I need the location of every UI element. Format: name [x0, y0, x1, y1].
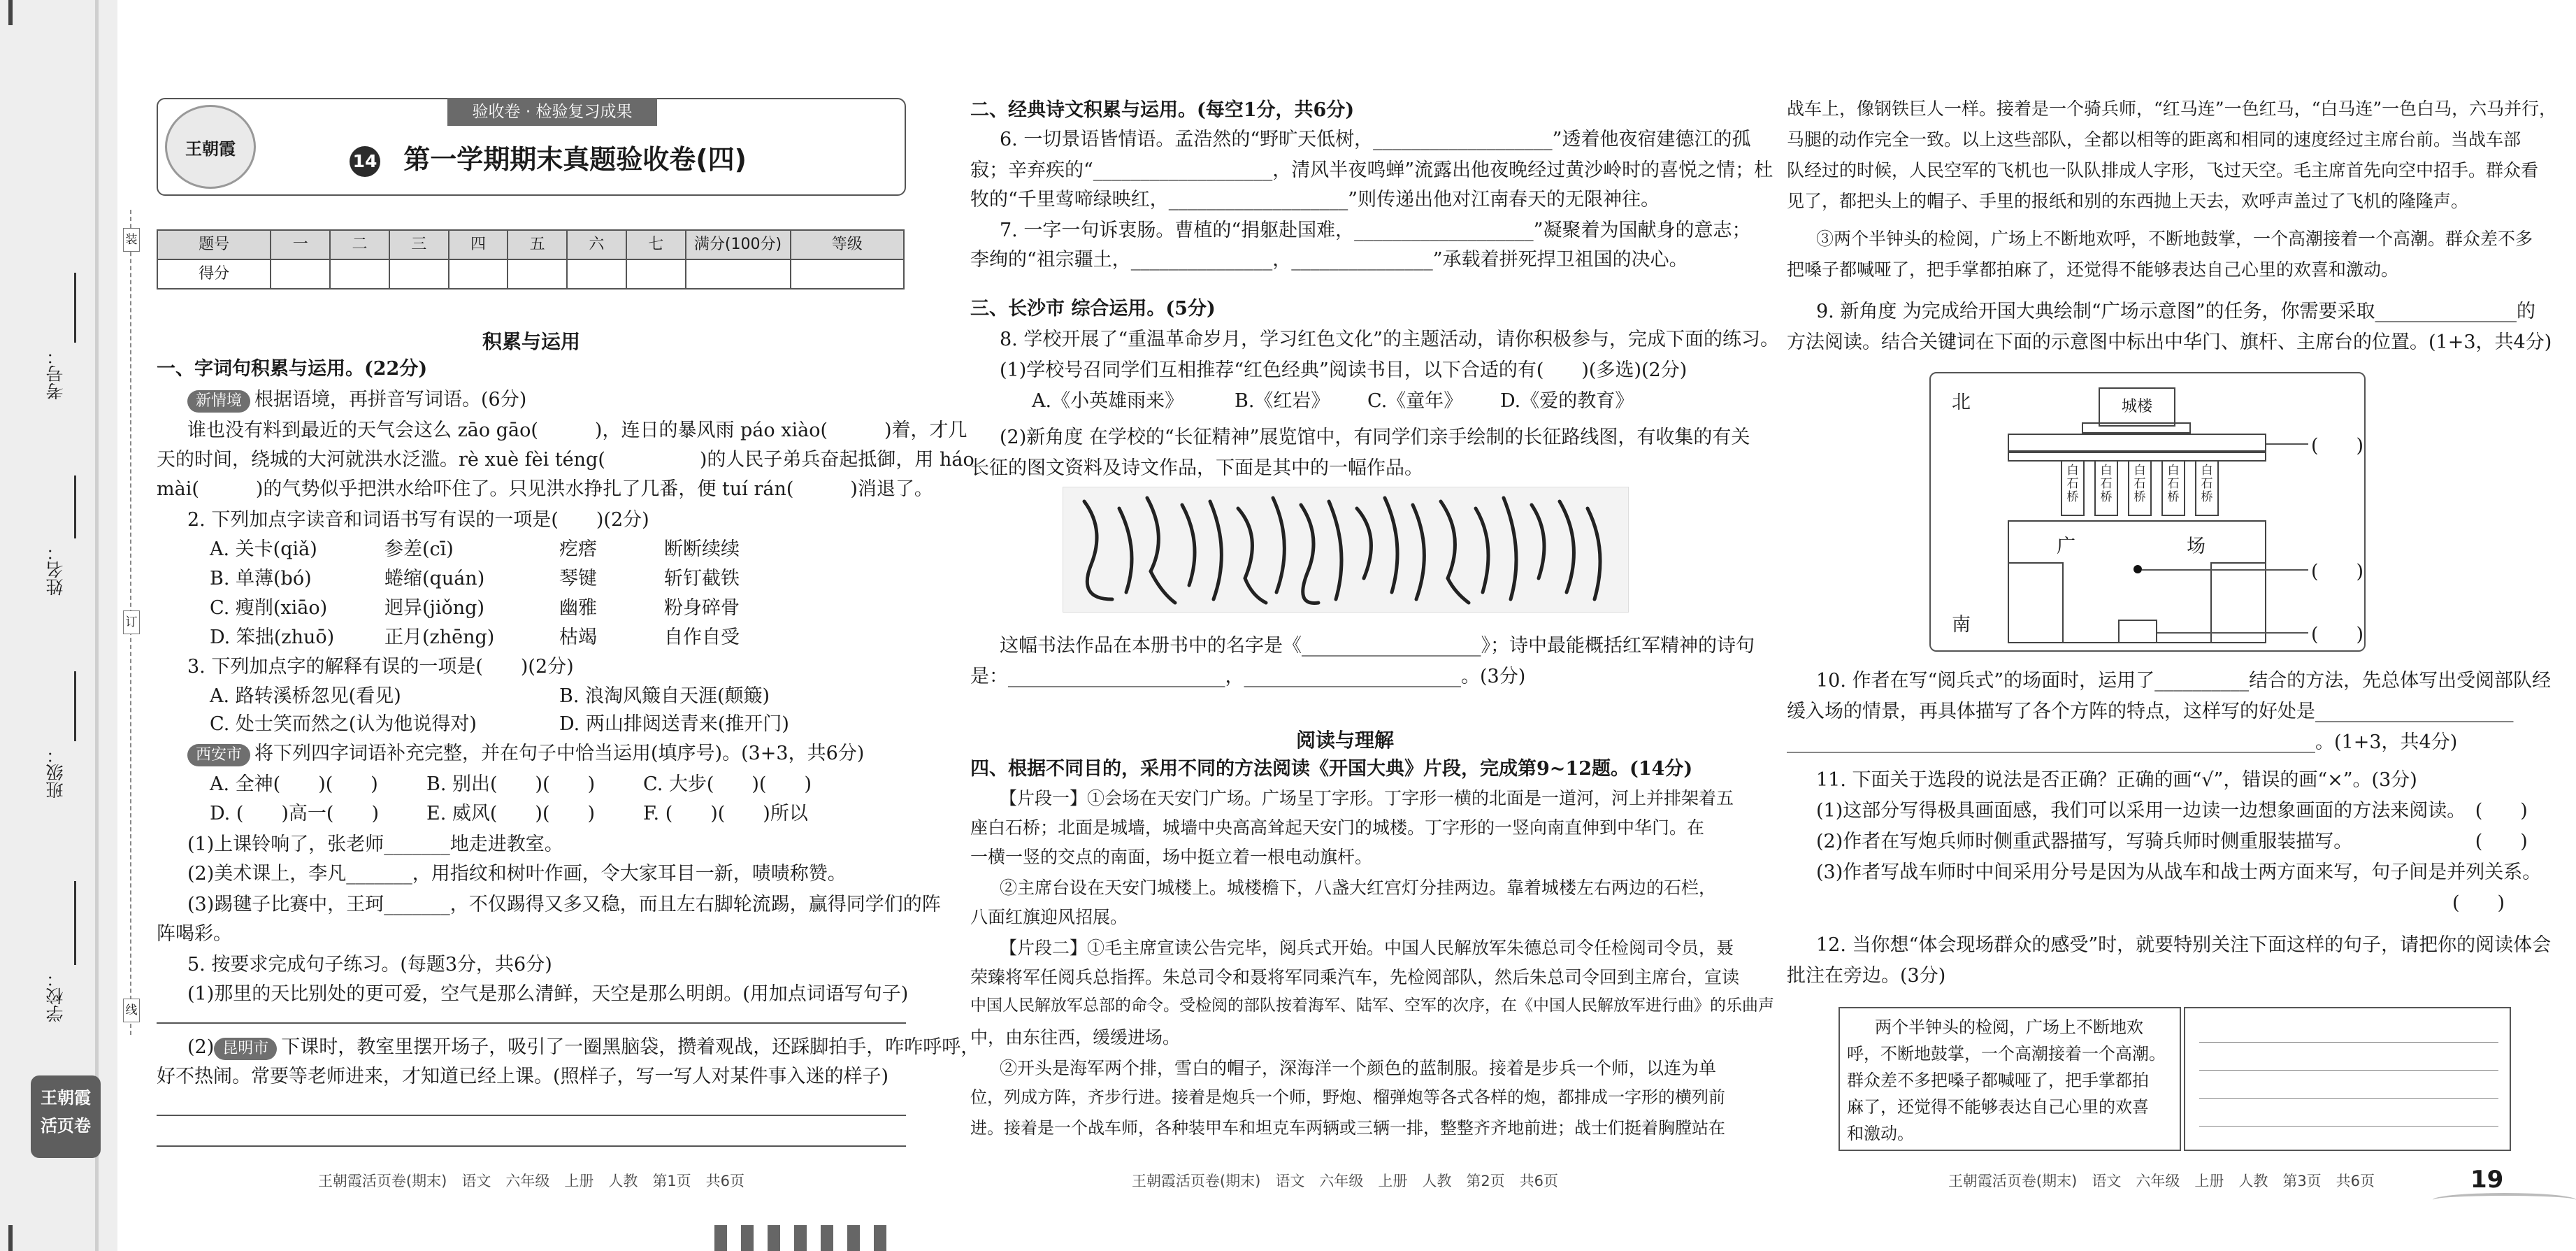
pointer-line: [2266, 443, 2308, 445]
page-title-text: 第一学期期末真题验收卷(四): [403, 144, 747, 175]
option: 正月(zhēng): [384, 627, 495, 648]
zhonghua-gate: [2118, 620, 2157, 643]
question-heading: 二、经典诗文积累与运用。(每空1分，共6分): [970, 99, 1355, 121]
white-stone-bridge: 白石桥: [2195, 460, 2219, 516]
page-number: 19: [2470, 1166, 2504, 1194]
annotation-line[interactable]: [2199, 1126, 2498, 1127]
score-row: [157, 259, 904, 289]
text-line: (3)作者写战车师时中间采用分号是因为从战车和战士两方面来写，句子间是并列关系。: [1816, 862, 2542, 883]
tab-mark: [821, 1225, 833, 1251]
option: 幽雅: [559, 597, 597, 619]
option: B. 别出( )( ): [426, 773, 596, 795]
option: 粉身碎骨: [664, 597, 740, 619]
flagpole-dot: [2134, 565, 2142, 573]
score-header: 五: [508, 230, 567, 259]
passage-line: ②开头是海军两个排，雪白的帽子，深海洋一个颜色的蓝制服。接着是步兵一个师，以连为单: [1000, 1058, 1717, 1078]
text-line: 方法阅读。结合关键词在下面的示意图中标出中华门、旗杆、主席台的位置。(1+3，共4分): [1787, 331, 2552, 353]
passage-line: 荣臻将军任阅兵总指挥。朱总司令和聂将军同乘汽车，先检阅部队，然后朱总司令回到主席台，宣读: [970, 967, 1740, 987]
gate-tower: 城楼: [2099, 387, 2175, 427]
brand-logo: 王朝霞: [165, 105, 256, 189]
question-text: 下课时，教室里摆开场子，吸引了一圈黑脑袋，攒着观战，还踩脚拍手，咋咋呼呼，: [281, 1036, 980, 1058]
option: A. 关卡(qiǎ): [210, 538, 317, 560]
text-line: (3)踢毽子比赛中，王珂_______，不仅踢得又多又稳，而且左右脚轮流踢，赢得同学们的阵: [187, 894, 941, 915]
score-table: [157, 229, 905, 289]
question-text: 将下列四字词语补充完整，并在句子中恰当运用(填序号)。(3+3，共6分): [254, 743, 865, 764]
passage-line: 马腿的动作完全一致。以上这些部队，全都以相等的距离和相同的速度经过主席台前。当战车部: [1787, 129, 2521, 150]
question-heading: 四、根据不同目的，采用不同的方法阅读《开国大典》片段，完成第9~12题。(14分): [970, 758, 1693, 780]
gate-base: [2082, 422, 2191, 434]
score-cell[interactable]: [567, 259, 626, 289]
answer-line[interactable]: [157, 1022, 906, 1024]
ribbon: 验收卷 · 检验复习成果: [447, 98, 657, 126]
score-header-row: [157, 230, 904, 259]
score-header: 一: [271, 230, 330, 259]
score-header: 六: [567, 230, 626, 259]
option: 枯竭: [559, 627, 597, 648]
option: A. 全神( )( ): [210, 773, 378, 795]
text-line: 李绚的“祖宗疆土，_______________，_______________”承载着拼死捍卫祖国的决心。: [970, 249, 1688, 271]
passage-line: ③两个半钟头的检阅，广场上不断地欢呼，不断地鼓掌，一个高潮接着一个高潮。群众差不多: [1816, 229, 2533, 249]
text-line: (2)美术课上，李凡_______，用指纹和树叶作画，令大家耳目一新，啧啧称赞。: [187, 863, 847, 885]
option: F. ( )( )所以: [643, 803, 808, 824]
badge-line: 王朝霞: [41, 1088, 91, 1108]
score-header: 等级: [791, 230, 904, 259]
option: 琴键: [559, 568, 597, 589]
tab-mark: [741, 1225, 754, 1251]
section-heading: 阅读与理解: [1296, 729, 1395, 752]
square-diagram[interactable]: [1929, 372, 2366, 652]
quote-line: 两个半钟头的检阅，广场上不断地欢: [1875, 1017, 2143, 1037]
text-line: 是：_______________________，_______________________。(3分): [970, 666, 1526, 687]
text-line: (2)作者在写炮兵师时侧重武器描写，写骑兵师时侧重服装描写。 ( ): [1816, 831, 2528, 852]
quote-line: 和激动。: [1847, 1124, 1914, 1143]
text-line: 缓入场的情景，再具体描写了各个方阵的特点，这样写的好处是_____________________: [1787, 701, 2514, 722]
score-header: 三: [389, 230, 449, 259]
passage-line: 把嗓子都喊哑了，把手掌都拍麻了，还觉得不能够表达自己心里的欢喜和激动。: [1787, 259, 2399, 280]
option: E. 威风( )( ): [426, 803, 596, 824]
score-header: 题号: [157, 230, 271, 259]
tag-badge: 新情境: [187, 390, 250, 413]
option: C. 处士笑而然之(认为他说得对): [210, 713, 477, 735]
option: 参差(cī): [384, 538, 454, 560]
score-cell[interactable]: [330, 259, 389, 289]
punch-mark-bottom: [8, 1225, 13, 1251]
text-line: 长征的图文资料及诗文作品，下面是其中的一幅作品。: [970, 457, 1423, 479]
tag-badge: 西安市: [187, 744, 250, 766]
option: C.《童年》: [1367, 390, 1463, 412]
white-stone-bridge: 白石桥: [2128, 460, 2152, 516]
tag-badge: 昆明市: [214, 1038, 277, 1060]
score-cell[interactable]: [626, 259, 686, 289]
text-line: (1)这部分写得极具画面感，我们可以采用一边读一边想象画面的方法来阅读。 ( ): [1816, 800, 2528, 822]
wave-decoration: [2433, 1193, 2576, 1207]
question-line: 5. 按要求完成句子练习。(每题3分，共6分): [187, 954, 552, 975]
side-label-xuexiao: 学校：: [45, 970, 66, 1023]
passage-line: ②主席台设在天安门城楼上。城楼檐下，八盏大红宫灯分挂两边。靠着城楼左右两边的石栏，: [1000, 878, 1717, 898]
answer-line[interactable]: [157, 1115, 906, 1116]
page-title: [350, 140, 747, 179]
side-label-xingming: 姓名：: [45, 543, 66, 596]
tab-mark: [794, 1225, 807, 1251]
score-cell[interactable]: [686, 259, 791, 289]
question-line: 11. 下面关于选段的说法是否正确？正确的画“√”，错误的画“×”。(3分): [1816, 769, 2417, 791]
brand-badge: [31, 1075, 101, 1158]
binding-strip: [0, 0, 117, 1251]
passage-line: 中，由东往西，缓缓进场。: [970, 1027, 1181, 1048]
passage-line: 中国人民解放军总部的命令。受检阅的部队按着海军、陆军、空军的次序，在《中国人民解放军进行曲》的乐曲声: [970, 996, 1774, 1015]
option: 断断续续: [664, 538, 740, 560]
text-line: (1)上课铃响了，张老师_______地走进教室。: [187, 834, 563, 855]
option: D. ( )高一( ): [210, 803, 379, 824]
score-cell[interactable]: [791, 259, 904, 289]
question-line: [1816, 296, 2535, 327]
text-line: 阵喝彩。: [157, 923, 232, 945]
quote-line: 群众差不多把嗓子都喊哑了，把手掌都拍: [1847, 1071, 2149, 1090]
annotation-line[interactable]: [2199, 1042, 2498, 1043]
option: C. 大步( )( ): [643, 773, 812, 795]
question-heading: 一、字词句积累与运用。(22分): [157, 358, 428, 380]
compass-north: 北: [1952, 392, 1971, 413]
text-line: 批注在旁边。(3分): [1787, 965, 1946, 987]
seal-char: 订: [123, 610, 140, 634]
white-stone-bridge: 白石桥: [2094, 460, 2118, 516]
question-heading: 三、长沙市 综合运用。(5分): [970, 298, 1216, 320]
score-header: 满分(100分): [686, 230, 791, 259]
question-text: 9. 新角度 为完成给开国大典绘制“广场示意图”的任务，你需要采取_______________的: [1816, 301, 2536, 322]
text-line: 谁也没有料到最近的天气会这么 zāo gāo( )，连日的暴风雨 páo xiào( )着，才几: [187, 420, 967, 441]
passage-line: 进。接着是一个战车师，各种装甲车和坦克车两辆或三辆一排，整整齐齐地前进；战士们挺着胸膛站在: [970, 1118, 1725, 1138]
option: D. 两山排闼送青来(推开门): [559, 713, 789, 735]
score-cell[interactable]: [389, 259, 449, 289]
text-line: (2)新角度 在学校的“长征精神”展览馆中，有同学们亲手绘制的长征路线图，有收集的有关: [1000, 427, 1750, 448]
pointer-line: [2142, 569, 2308, 571]
option: 疙瘩: [559, 538, 597, 560]
text-line: ________________________________________________________。(1+3，共4分): [1787, 731, 2458, 753]
answer-line[interactable]: [157, 1145, 906, 1147]
section-heading: 积累与运用: [482, 330, 581, 353]
passage-line: 一横一竖的交点的南面，场中挺立着一根电动旗杆。: [970, 847, 1373, 867]
question-line: [187, 385, 526, 415]
seal-char: 装: [123, 228, 140, 252]
label-blank[interactable]: ( ): [2311, 624, 2364, 645]
passage-line: 【片段一】①会场在天安门广场。广场呈丁字形。丁字形一横的北面是一道河，河上并排架着五: [1000, 788, 1734, 808]
label-blank[interactable]: ( ): [2311, 561, 2364, 582]
badge-line: 活页卷: [41, 1116, 91, 1136]
side-line-banji: [74, 671, 76, 741]
square-label: 广: [2057, 536, 2075, 557]
option: C. 瘦削(xiāo): [210, 597, 328, 619]
square-wing-left: [2008, 562, 2064, 643]
score-cell[interactable]: [508, 259, 567, 289]
exam-number-badge: 14: [350, 146, 380, 177]
annotation-line[interactable]: [2199, 1070, 2498, 1071]
passage-line: 战车上，像钢铁巨人一样。接着是一个骑兵师，“红马连”一色红马，“白马连”一色白马，六马并行，: [1787, 99, 2557, 119]
option: 迥异(jiǒng): [384, 597, 485, 619]
quote-line: 呼，不断地鼓掌，一个高潮接着一个高潮。: [1847, 1044, 2166, 1064]
score-header: 二: [330, 230, 389, 259]
white-stone-bridge: 白石桥: [2161, 460, 2185, 516]
option: D. 笨拙(zhuō): [210, 627, 335, 648]
square-label: 场: [2187, 536, 2206, 557]
option: D.《爱的教育》: [1500, 390, 1634, 412]
seal-char: 线: [123, 999, 140, 1022]
calligraphy-strokes: [1063, 487, 1629, 613]
compass-south: 南: [1952, 614, 1971, 636]
pointer-line: [2157, 632, 2308, 634]
question-line: (2) 昆明市 下课时，教室里摆开场子，吸引了一圈黑脑袋，攒着观战，还踩脚拍手，咋咋呼呼，: [187, 1032, 979, 1063]
option: 蜷缩(quán): [384, 568, 485, 589]
option: B.《红岩》: [1235, 390, 1330, 412]
question-line: 12. 当你想“体会现场群众的感受”时，就要特别关注下面这样的句子，请把你的阅读体会: [1816, 934, 2552, 956]
side-line-kaohao: [74, 273, 76, 343]
question-text: 根据语境，再拼音写词语。(6分): [254, 389, 527, 410]
tab-mark: [714, 1225, 727, 1251]
option: B. 单薄(bó): [210, 568, 312, 589]
annotation-line[interactable]: [2199, 1098, 2498, 1099]
option: A. 路转溪桥忽见(看见): [210, 685, 401, 707]
text-line: (1)学校号召同学们互相推荐“红色经典”阅读书目，以下合适的有( )(多选)(2分): [1000, 359, 1688, 381]
page-footer: 王朝霞活页卷(期末) 语文 六年级 上册 人教 第2页 共6页: [1131, 1173, 1559, 1189]
passage-line: 座白石桥；北面是城墙，城墙中央高高耸起天安门的城楼。丁字形的一竖向南直伸到中华门。在: [970, 817, 1705, 838]
answer-paren[interactable]: ( ): [2452, 892, 2505, 914]
binding-strip-edge: [95, 0, 99, 1251]
text-line: 牧的“千里莺啼绿映红，___________________”则传递出他对江南春天的无限神往。: [970, 189, 1660, 210]
text-line: (1)那里的天比别处的更可爱，空气是那么清鲜，天空是那么明朗。(用加点词语写句子): [187, 983, 909, 1005]
annotation-box[interactable]: [2184, 1007, 2511, 1151]
passage-line: 【片段二】①毛主席宣读公告完毕，阅兵式开始。中国人民解放军朱德总司令任检阅司令员，聂: [1000, 938, 1734, 958]
side-label-banji: 班级：: [45, 746, 66, 799]
score-label: 得分: [157, 259, 271, 289]
page-footer: 王朝霞活页卷(期末) 语文 六年级 上册 人教 第1页 共6页: [317, 1173, 745, 1189]
punch-mark-top: [8, 0, 13, 25]
white-stone-bridge: 白石桥: [2061, 460, 2085, 516]
text-line: 寂；辛弃疾的“___________________，清风半夜鸣蝉”流露出他夜晚经过黄沙岭时的喜悦之情；杜: [970, 159, 1773, 181]
text-line: 好不热闹。常要等老师进来，才知道已经上课。(照样子，写一写人对某件事入迷的样子): [157, 1066, 889, 1087]
side-line-xuexiao: [74, 881, 76, 965]
side-line-xingming: [74, 476, 76, 538]
text-line: 10. 作者在写“阅兵式”的场面时，运用了__________结合的方法，先总体写出受阅部队经: [1816, 670, 2552, 692]
score-header: 七: [626, 230, 686, 259]
passage-line: 队经过的时候，人民空军的飞机也一队队排成人字形，飞过天空。毛主席首先向空中招手。群众看: [1787, 160, 2539, 180]
passage-line: 位，列成方阵，齐步行进。接着是炮兵一个师，野炮、榴弹炮等各式各样的炮，都排成一字形的横列前: [970, 1087, 1725, 1107]
quote-box: [1839, 1007, 2181, 1151]
option: 自作自受: [664, 627, 740, 648]
calligraphy-artwork: [1063, 487, 1629, 613]
question-line: 2. 下列加点字读音和词语书写有误的一项是( )(2分): [187, 509, 649, 531]
text-line: 天的时间，绕城的大河就洪水泛滥。rè xuè fèi téng( )的人民子弟兵奋起抵御，用 háo: [157, 449, 974, 471]
question-line: 3. 下列加点字的解释有误的一项是( )(2分): [187, 656, 574, 678]
score-cell[interactable]: [449, 259, 508, 289]
side-label-kaohao: 考号：: [45, 348, 66, 401]
score-header: 四: [449, 230, 508, 259]
text-line: mài( )的气势似乎把洪水给吓住了。只见洪水挣扎了几番，便 tuí rán( )消退了。: [157, 478, 933, 500]
passage-line: 见了，都把头上的帽子、手里的报纸和别的东西抛上天去，欢呼声盖过了飞机的隆隆声。: [1787, 191, 2469, 211]
text-line: 这幅书法作品在本册书中的名字是《___________________》；诗中最能概括红军精神的诗句: [1000, 635, 1755, 657]
tab-mark: [768, 1225, 780, 1251]
text-line: 6. 一切景语皆情语。孟浩然的“野旷天低树，___________________”透着他夜宿建德江的孤: [1000, 129, 1751, 150]
text-line: 8. 学校开展了“重温革命岁月，学习红色文化”的主题活动，请你积极参与，完成下面的练习。: [1000, 329, 1779, 350]
quote-line: 麻了，还觉得不能够表达自己心里的欢喜: [1847, 1097, 2149, 1117]
option: A.《小英雄雨来》: [1032, 390, 1184, 412]
text-line: 7. 一字一句诉衷肠。曹植的“捐躯赴国难，___________________”凝聚着为国献身的意志；: [1000, 220, 1751, 241]
question-line: [187, 738, 864, 769]
tab-mark: [847, 1225, 860, 1251]
label-blank[interactable]: ( ): [2311, 435, 2364, 457]
page-footer: 王朝霞活页卷(期末) 语文 六年级 上册 人教 第3页 共6页: [1948, 1173, 2375, 1189]
passage-line: 八面红旗迎风招展。: [970, 907, 1128, 927]
option: 斩钉截铁: [664, 568, 740, 589]
score-cell[interactable]: [271, 259, 330, 289]
tab-mark: [874, 1225, 886, 1251]
option: B. 浪淘风簸自天涯(颠簸): [559, 685, 770, 707]
city-wall: [2008, 434, 2266, 452]
square-wing-right: [2210, 562, 2266, 643]
